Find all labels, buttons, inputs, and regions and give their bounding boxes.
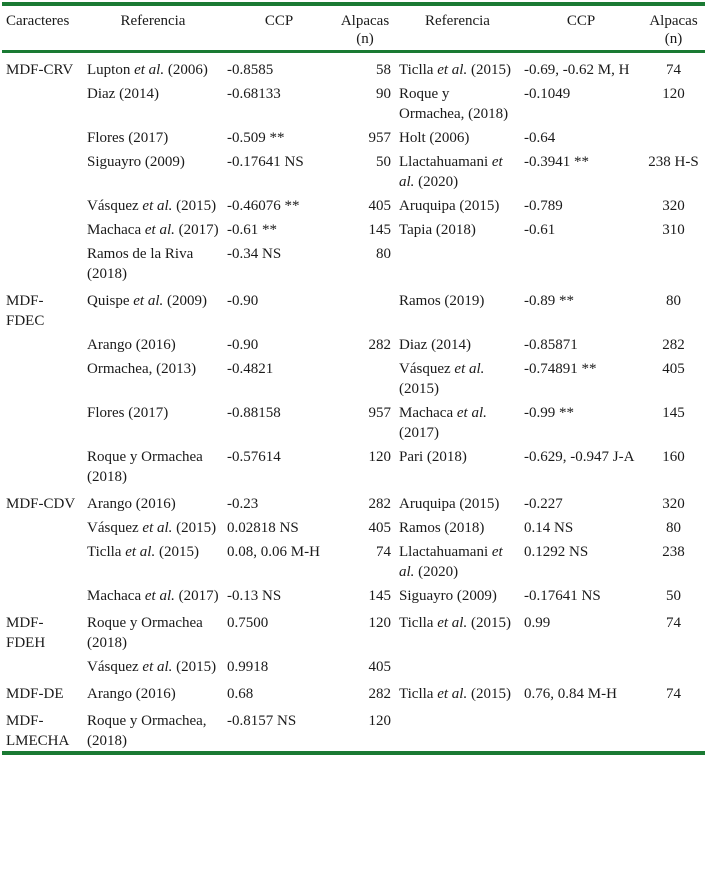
ccp-right: 0.14 NS	[524, 520, 574, 536]
alpacas-right	[642, 704, 705, 751]
ccp-right	[520, 240, 642, 284]
row-caracter: MDF-CDV	[6, 496, 76, 512]
alpacas-left: 50	[376, 154, 391, 170]
ccp-left: -0.8585	[227, 62, 274, 78]
reference-left: Diaz (2014)	[87, 86, 160, 102]
table-row	[2, 514, 705, 538]
alpacas-left: 90	[376, 86, 391, 102]
ccp-right: -0.85871	[524, 337, 578, 353]
ccp-left: 0.02818 NS	[227, 520, 299, 536]
row-caracter	[2, 331, 83, 355]
reference-right: Ticlla et al. (2015)	[399, 62, 511, 78]
alpacas-right	[642, 653, 705, 677]
alpacas-right: 238 H-S	[648, 154, 699, 170]
alpacas-right: 238	[662, 544, 685, 560]
alpacas-right: 80	[666, 293, 681, 309]
header-alpacas: Alpacas (n)	[649, 13, 698, 47]
alpacas-left: 58	[376, 62, 391, 78]
ccp-left: -0.88158	[227, 405, 281, 421]
reference-right: Llactahuamani et al. (2020)	[399, 154, 503, 190]
alpacas-right: 310	[662, 222, 685, 238]
ccp-left: -0.68133	[227, 86, 281, 102]
ccp-left: -0.509 **	[227, 130, 285, 146]
ccp-right: -0.227	[524, 496, 563, 512]
table-row	[2, 399, 705, 443]
row-caracter: MDF-DE	[6, 686, 64, 702]
header-row	[2, 6, 705, 50]
row-caracter	[2, 653, 83, 677]
row-caracter	[2, 582, 83, 606]
ccp-right: -0.99 **	[524, 405, 574, 421]
alpacas-left: 957	[368, 130, 391, 146]
ccp-left: 0.9918	[227, 659, 269, 675]
reference-left: Machaca et al. (2017)	[87, 588, 219, 604]
reference-left: Lupton et al. (2006)	[87, 62, 208, 78]
alpacas-left: 282	[368, 337, 391, 353]
ccp-left: -0.90	[227, 337, 259, 353]
reference-right: Aruquipa (2015)	[399, 198, 500, 214]
row-caracter	[2, 192, 83, 216]
alpacas-right: 320	[662, 496, 685, 512]
reference-right: Ticlla et al. (2015)	[399, 615, 511, 631]
table-row	[2, 582, 705, 606]
alpacas-left: 405	[368, 659, 391, 675]
ccp-right: -0.61	[524, 222, 556, 238]
table-bottom-rule	[2, 751, 705, 755]
reference-left: Vásquez et al. (2015)	[87, 659, 217, 675]
ccp-left: -0.4821	[227, 361, 274, 377]
header-referencia: Referencia	[425, 13, 490, 29]
reference-left: Quispe et al. (2009)	[87, 293, 207, 309]
reference-left: Siguayro (2009)	[87, 154, 185, 170]
reference-left: Ormachea, (2013)	[87, 361, 197, 377]
table-row	[2, 331, 705, 355]
reference-right	[395, 653, 520, 677]
reference-right: Siguayro (2009)	[399, 588, 497, 604]
reference-right	[395, 240, 520, 284]
reference-right: Aruquipa (2015)	[399, 496, 500, 512]
table-row	[2, 606, 705, 653]
table-row	[2, 704, 705, 751]
row-caracter: MDF-FDEH	[6, 615, 46, 651]
reference-right: Vásquez et al. (2015)	[399, 361, 485, 397]
alpacas-right: 405	[662, 361, 685, 377]
alpacas-right: 145	[662, 405, 685, 421]
row-caracter	[2, 216, 83, 240]
reference-left: Vásquez et al. (2015)	[87, 198, 217, 214]
reference-right: Roque y Ormachea, (2018)	[399, 86, 509, 122]
reference-right: Ramos (2018)	[399, 520, 485, 536]
reference-left: Arango (2016)	[87, 686, 176, 702]
ccp-right: -0.64	[524, 130, 556, 146]
table-row	[2, 487, 705, 514]
row-caracter: MDF-FDEC	[6, 293, 45, 329]
ccp-right: 0.1292 NS	[524, 544, 589, 560]
row-caracter	[2, 399, 83, 443]
alpacas-right: 320	[662, 198, 685, 214]
alpacas-right: 74	[666, 615, 681, 631]
ccp-right: -0.89 **	[524, 293, 574, 309]
row-caracter	[2, 355, 83, 399]
ccp-right: -0.789	[524, 198, 563, 214]
ccp-right: -0.69, -0.62 M, H	[524, 62, 630, 78]
table-row	[2, 284, 705, 331]
ccp-left: 0.08, 0.06 M-H	[227, 544, 320, 560]
table-row	[2, 80, 705, 124]
reference-right: Machaca et al. (2017)	[399, 405, 487, 441]
row-caracter	[2, 80, 83, 124]
reference-left: Ticlla et al. (2015)	[87, 544, 199, 560]
ccp-left: -0.8157 NS	[227, 713, 297, 729]
ccp-right: -0.629, -0.947 J-A	[524, 449, 635, 465]
alpacas-right: 120	[662, 86, 685, 102]
header-ccp: CCP	[264, 13, 294, 29]
row-caracter: MDF-CRV	[6, 62, 74, 78]
ccp-left: -0.17641 NS	[227, 154, 304, 170]
alpacas-right	[642, 124, 705, 148]
reference-left: Roque y Ormachea (2018)	[87, 615, 203, 651]
reference-right: Pari (2018)	[399, 449, 467, 465]
alpacas-left: 145	[368, 222, 391, 238]
reference-left: Arango (2016)	[87, 496, 176, 512]
alpacas-left: 74	[376, 544, 391, 560]
reference-right: Llactahuamani et al. (2020)	[399, 544, 503, 580]
alpacas-left: 120	[368, 615, 391, 631]
ccp-right: -0.3941 **	[524, 154, 589, 170]
table-row	[2, 677, 705, 704]
ccp-right: -0.17641 NS	[524, 588, 601, 604]
alpacas-right: 160	[662, 449, 685, 465]
row-caracter	[2, 148, 83, 192]
ccp-left: 0.7500	[227, 615, 269, 631]
ccp-left: -0.46076 **	[227, 198, 300, 214]
ccp-left: 0.68	[227, 686, 254, 702]
row-caracter	[2, 538, 83, 582]
table-row	[2, 148, 705, 192]
alpacas-right	[642, 240, 705, 284]
ccp-left: -0.57614	[227, 449, 281, 465]
table-row	[2, 653, 705, 677]
reference-left: Vásquez et al. (2015)	[87, 520, 217, 536]
reference-right: Ramos (2019)	[399, 293, 485, 309]
row-caracter: MDF-LMECHA	[6, 713, 70, 749]
alpacas-right: 74	[666, 62, 681, 78]
reference-left: Roque y Ormachea, (2018)	[87, 713, 207, 749]
ccp-left: -0.90	[227, 293, 259, 309]
row-caracter	[2, 443, 83, 487]
reference-right: Diaz (2014)	[399, 337, 472, 353]
correlation-table-container	[2, 2, 705, 755]
alpacas-left: 145	[368, 588, 391, 604]
reference-right: Tapia (2018)	[399, 222, 476, 238]
row-caracter	[2, 240, 83, 284]
alpacas-right: 74	[666, 686, 681, 702]
alpacas-left: 282	[368, 686, 391, 702]
alpacas-left	[335, 355, 395, 399]
alpacas-right: 50	[666, 588, 681, 604]
reference-left: Flores (2017)	[87, 130, 169, 146]
table-row	[2, 192, 705, 216]
ccp-right: 0.99	[524, 615, 551, 631]
row-caracter	[2, 124, 83, 148]
alpacas-left: 405	[368, 520, 391, 536]
reference-left: Flores (2017)	[87, 405, 169, 421]
table-row	[2, 240, 705, 284]
table-row	[2, 443, 705, 487]
alpacas-left: 957	[368, 405, 391, 421]
alpacas-left: 120	[368, 713, 391, 729]
reference-left: Arango (2016)	[87, 337, 176, 353]
alpacas-left: 282	[368, 496, 391, 512]
header-ccp: CCP	[566, 13, 596, 29]
row-caracter	[2, 514, 83, 538]
ccp-right: -0.1049	[524, 86, 571, 102]
ccp-left: -0.13 NS	[227, 588, 282, 604]
ccp-right: -0.74891 **	[524, 361, 597, 377]
table-row	[2, 538, 705, 582]
alpacas-right: 282	[662, 337, 685, 353]
reference-right: Ticlla et al. (2015)	[399, 686, 511, 702]
table-body	[2, 53, 705, 751]
table-row	[2, 53, 705, 80]
ccp-right: 0.76, 0.84 M-H	[524, 686, 617, 702]
reference-left: Machaca et al. (2017)	[87, 222, 219, 238]
reference-left: Roque y Ormachea (2018)	[87, 449, 203, 485]
alpacas-left: 405	[368, 198, 391, 214]
alpacas-left: 80	[376, 246, 391, 262]
alpacas-left	[335, 284, 395, 331]
reference-right: Holt (2006)	[399, 130, 470, 146]
header-alpacas: Alpacas (n)	[340, 13, 390, 47]
correlation-table	[2, 6, 705, 751]
table-row	[2, 124, 705, 148]
ccp-left: -0.61 **	[227, 222, 277, 238]
ccp-right	[520, 704, 642, 751]
header-caracteres: Caracteres	[6, 13, 70, 29]
alpacas-right: 80	[666, 520, 681, 536]
ccp-right	[520, 653, 642, 677]
reference-left: Ramos de la Riva (2018)	[87, 246, 194, 282]
reference-right	[395, 704, 520, 751]
alpacas-left: 120	[368, 449, 391, 465]
header-referencia: Referencia	[120, 13, 186, 29]
table-row	[2, 355, 705, 399]
table-row	[2, 216, 705, 240]
ccp-left: -0.34 NS	[227, 246, 282, 262]
ccp-left: -0.23	[227, 496, 259, 512]
